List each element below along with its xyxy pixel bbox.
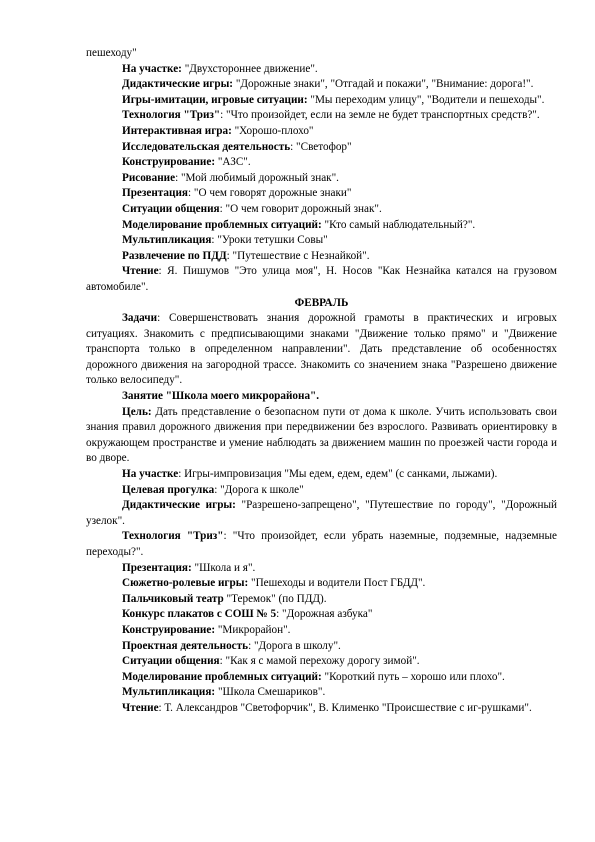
paragraph: [86, 249, 557, 265]
text: "Дорожные знаки", "Отгадай и покажи", "Внимание: дорога!".: [233, 78, 534, 91]
text: : Игры-импровизация "Мы едем, едем, едем" (с санками, лыжами).: [178, 468, 498, 481]
text: : Совершенствовать знания дорожной грамоты в практических и игровых ситуациях. Знакомить с предписывающими знаками "Движение только прямо" и "Движение транспорта только в определенном направлении". Дать представление об особенностях дорожного движения на загородной трассе. Знакомить со значением знака "Разрешено движение только велосипеду".: [86, 312, 557, 387]
label: Мультипликация:: [122, 686, 216, 699]
label: Ситуации общения: [122, 202, 220, 215]
label: Цель:: [122, 405, 152, 418]
document-body: [86, 46, 557, 717]
label: Пальчиковый театр: [122, 592, 224, 605]
paragraph: [86, 389, 557, 405]
label: Технология "Триз": [122, 109, 221, 122]
text: : "Мой любимый дорожный знак".: [175, 171, 339, 184]
paragraph: [86, 467, 557, 483]
paragraph: [86, 171, 557, 187]
label: Задачи: [122, 312, 158, 325]
label: Игры-имитации, игровые ситуации:: [122, 93, 308, 106]
label: Проектная деятельность: [122, 639, 249, 652]
paragraph: [86, 108, 557, 124]
text: "Школа и я".: [191, 561, 256, 574]
label: На участке:: [122, 62, 182, 75]
paragraph: [86, 561, 557, 577]
text: "АЗС".: [215, 156, 251, 169]
text: : "Дорога к школе": [214, 483, 304, 496]
text: Дать представление о безопасном пути от дома к школе. Учить использовать свои знания правил дорожного движения при передвижении без взрослого. Развивать ориентировку в окружающем пространстве и умение наблюдать за движением машин по проезжей части города и во дворе.: [86, 405, 557, 465]
text: : "Светофор": [290, 140, 352, 153]
label: Чтение: [122, 265, 159, 278]
paragraph: [86, 685, 557, 701]
text: : "Что произойдет, если убрать наземные, подземные, надземные переходы?".: [86, 530, 557, 558]
text: "Разрешено-запрещено", "Путешествие по городу", "Дорожный узелок".: [86, 499, 557, 527]
paragraph: [86, 140, 557, 156]
paragraph: [86, 62, 557, 78]
paragraph: [86, 592, 557, 608]
text: "Мы переходим улицу", "Водители и пешеходы".: [307, 93, 545, 106]
label: Интерактивная игра:: [122, 124, 232, 137]
paragraph: [86, 483, 557, 499]
text: : Я. Пишумов "Это улица моя", Н. Носов "Как Незнайка катался на грузовом автомобиле".: [86, 265, 557, 293]
text: : "О чем говорит дорожный знак".: [219, 202, 382, 215]
text: : Т. Александров "Светофорчик", В. Клименко "Происшествие с иг-рушками".: [158, 701, 532, 714]
label: Целевая прогулка: [122, 483, 215, 496]
label: Презентация: [122, 187, 188, 200]
paragraph: [86, 654, 557, 670]
text: : "Дорога в школу".: [248, 639, 341, 652]
paragraph: [86, 124, 557, 140]
paragraph: [86, 405, 557, 467]
lesson-title: Занятие "Школа моего микрорайона".: [122, 390, 320, 403]
label: Сюжетно-ролевые игры:: [122, 577, 249, 590]
paragraph: [86, 576, 557, 592]
section-heading: ФЕВРАЛЬ: [294, 296, 349, 309]
paragraph: [86, 218, 557, 234]
text: "Двухстороннее движение".: [181, 62, 318, 75]
label: Мультипликация: [122, 234, 212, 247]
text: "Пешеходы и водители Пост ГБДД".: [248, 577, 426, 590]
text: "Микрорайон".: [215, 623, 291, 636]
paragraph: [86, 77, 557, 93]
text: : "Уроки тетушки Совы": [211, 234, 328, 247]
label: Моделирование проблемных ситуаций:: [122, 218, 322, 231]
paragraph: [86, 623, 557, 639]
label: Ситуации общения: [122, 655, 220, 668]
label: Конструирование:: [122, 623, 216, 636]
paragraph: [86, 639, 557, 655]
text: "Школа Смешариков".: [215, 686, 326, 699]
label: На участке: [122, 468, 179, 481]
text: : "Что произойдет, если на земле не будет транспортных средств?".: [220, 109, 540, 122]
paragraph: [86, 264, 557, 295]
label: Технология "Триз": [122, 530, 224, 543]
paragraph: [86, 311, 557, 389]
label: Моделирование проблемных ситуаций:: [122, 670, 322, 683]
paragraph: [86, 607, 557, 623]
text: : "Дорожная азбука": [276, 608, 373, 621]
label: Дидактические игры:: [122, 78, 234, 91]
label: Рисование: [122, 171, 176, 184]
paragraph: [86, 233, 557, 249]
label: Конструирование:: [122, 156, 216, 169]
paragraph: [86, 498, 557, 529]
paragraph: [86, 202, 557, 218]
paragraph: [86, 529, 557, 560]
text: : "Путешествие с Незнайкой".: [226, 249, 370, 262]
label: Презентация:: [122, 561, 192, 574]
label: Чтение: [122, 701, 159, 714]
paragraph: [86, 701, 557, 717]
text: "Кто самый наблюдательный?".: [321, 218, 476, 231]
text: : "О чем говорят дорожные знаки": [187, 187, 352, 200]
text: пешеходу": [86, 47, 137, 59]
text: "Хорошо-плохо": [231, 124, 314, 137]
text: : "Как я с мамой перехожу дорогу зимой".: [219, 655, 420, 668]
label: Исследовательская деятельность: [122, 140, 291, 153]
text: "Короткий путь – хорошо или плохо".: [321, 670, 505, 683]
text: "Теремок" (по ПДД).: [223, 592, 327, 605]
paragraph: [86, 186, 557, 202]
label: Дидактические игры:: [122, 499, 236, 512]
label: Конкурс плакатов с СОШ № 5: [122, 608, 277, 621]
paragraph: [86, 155, 557, 171]
label: Развлечение по ПДД: [122, 249, 227, 262]
paragraph: [86, 93, 557, 109]
paragraph-continuation: [86, 46, 557, 62]
paragraph: [86, 670, 557, 686]
